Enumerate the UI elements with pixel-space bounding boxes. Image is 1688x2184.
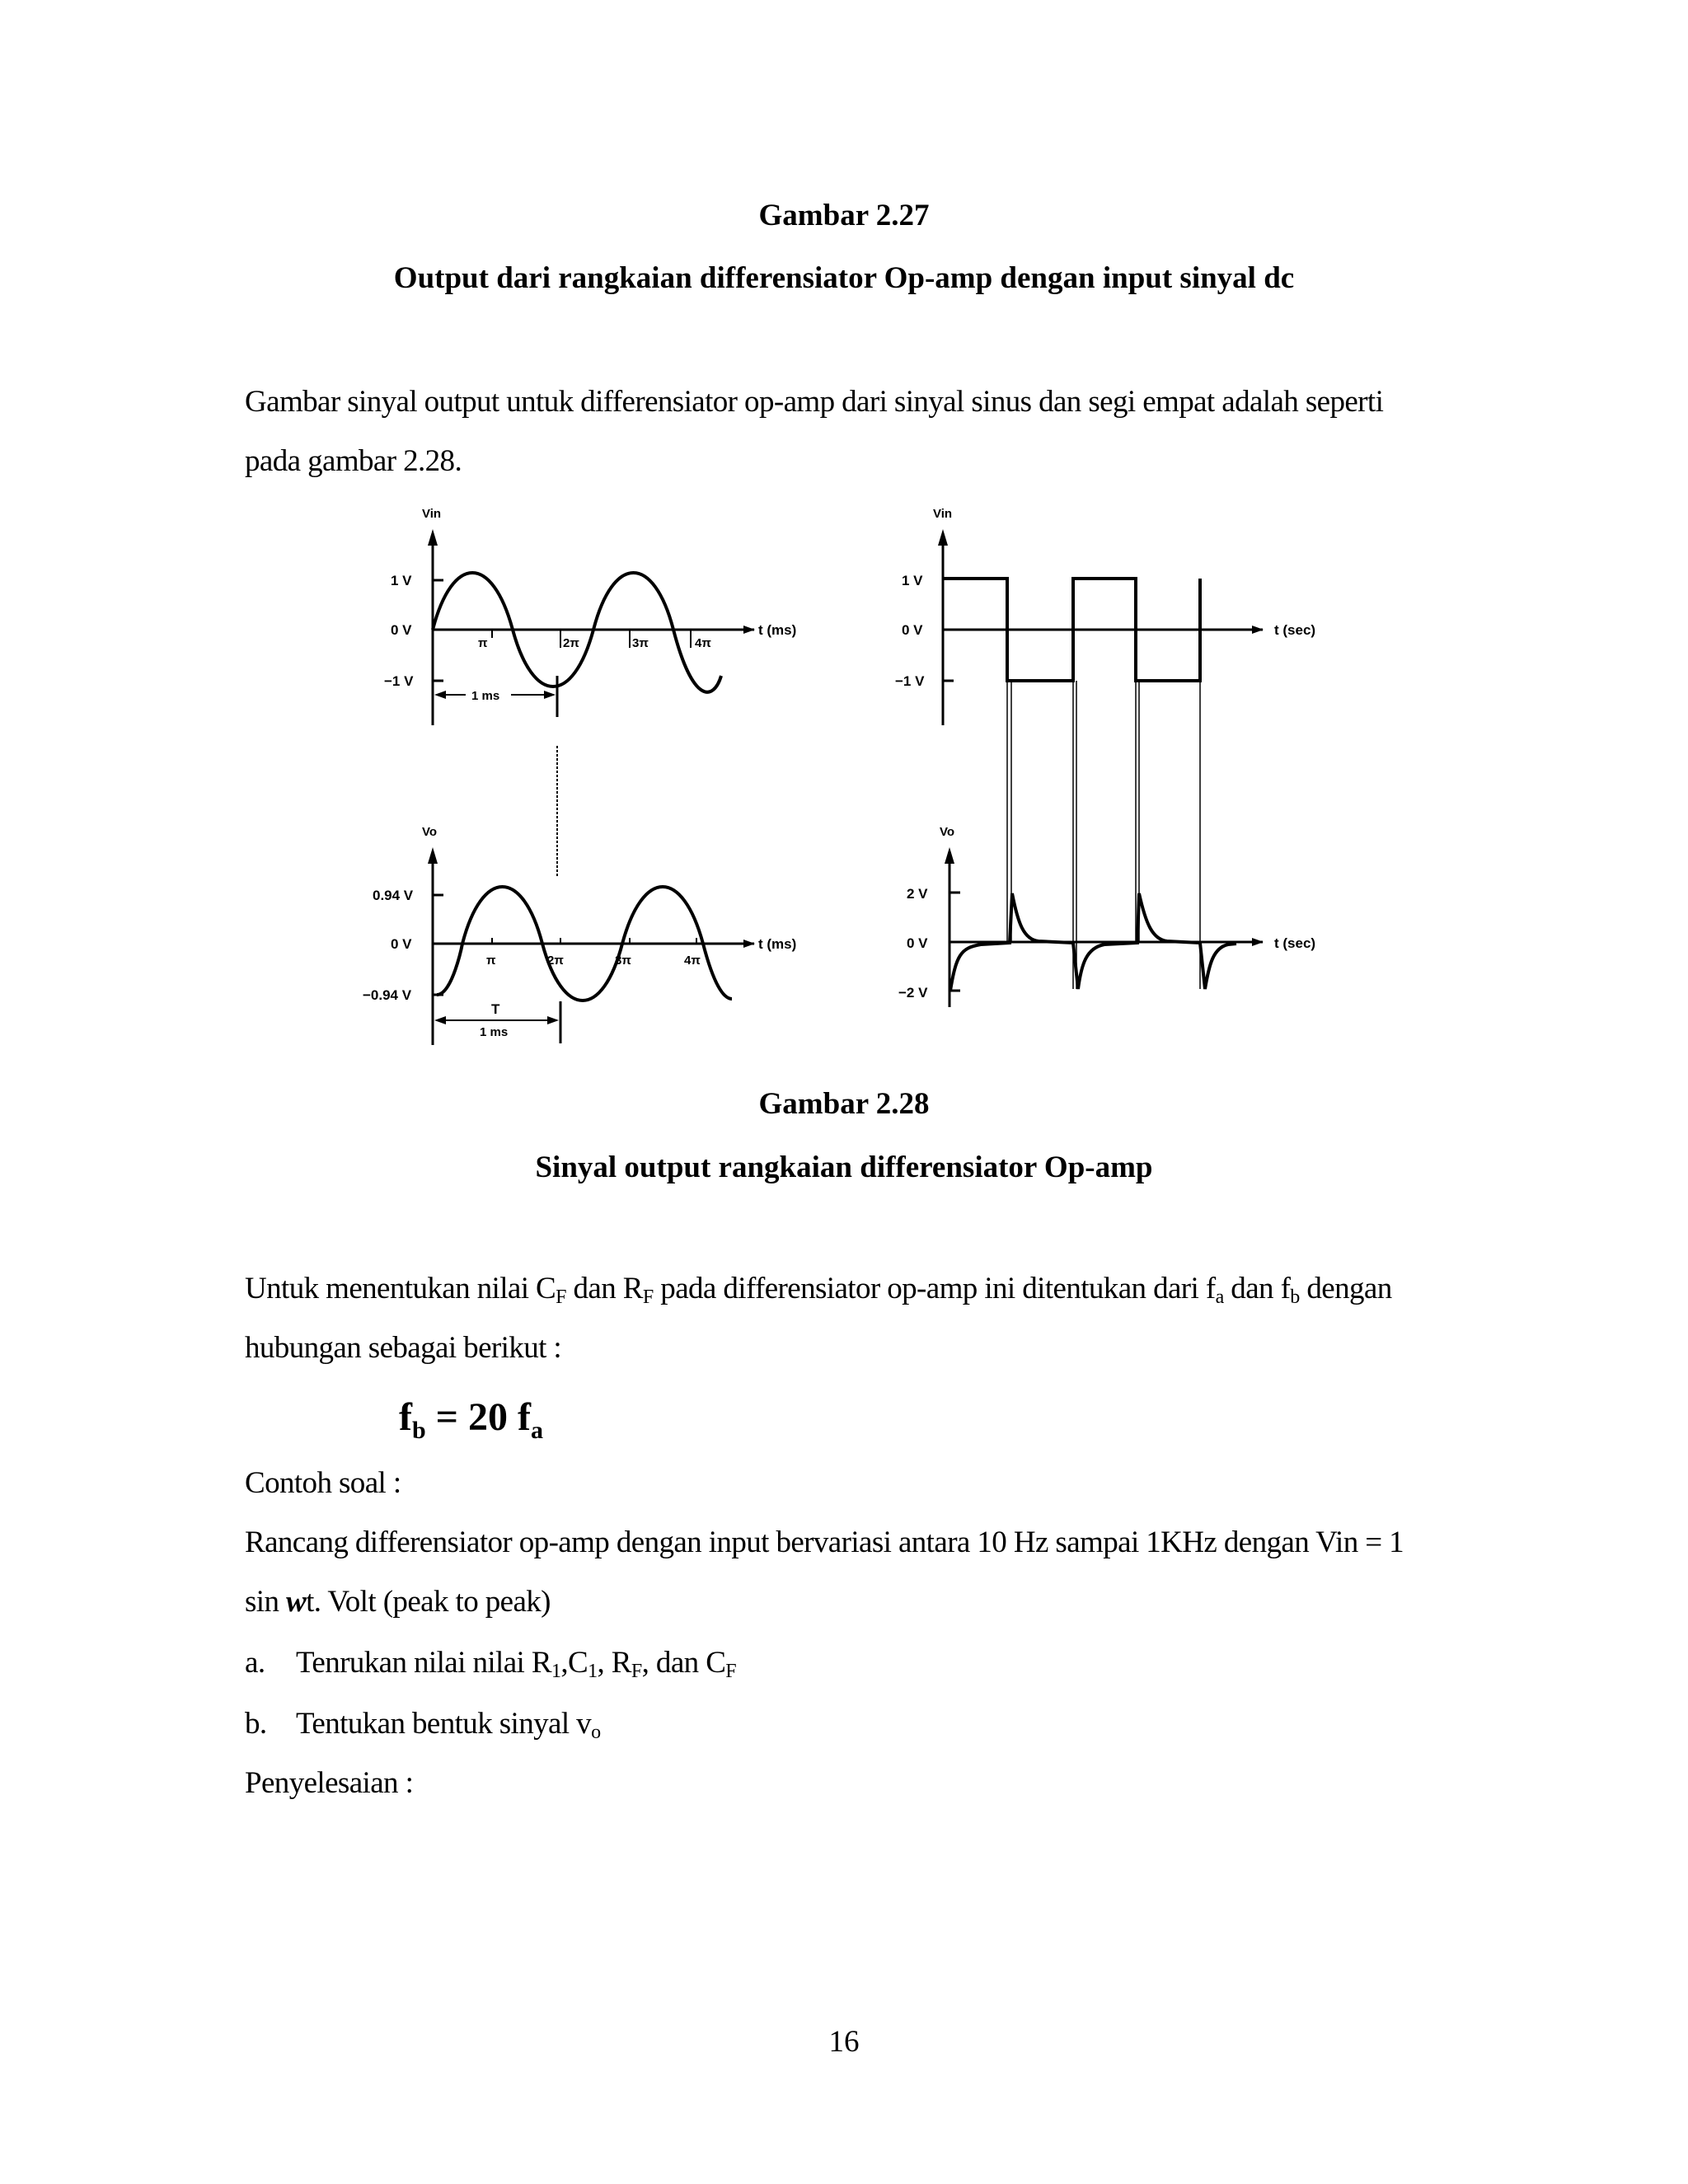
sine-input-mark-4pi: 4π bbox=[695, 636, 711, 650]
sine-input-x-label: t (ms) bbox=[758, 622, 797, 638]
square-input-tick-1v: 1 V bbox=[902, 573, 923, 588]
square-input-y-label: Vin bbox=[933, 507, 953, 521]
square-output-tick-neg2v: −2 V bbox=[898, 985, 928, 1001]
body-paragraph-line-1: Untuk menentukan nilai $C_F$ dan $R_F$ pada differensiator op-amp ini ditentukan dari $f_a$ dan $f_b$ dengan bbox=[245, 1272, 1392, 1308]
sine-output-x-label: t (ms) bbox=[758, 936, 797, 952]
sine-output-mark-2pi: 2π bbox=[547, 954, 564, 968]
question-item-b: b. Tentukan bentuk sinyal $v_o$ bbox=[245, 1707, 601, 1743]
sine-output-y-label: Vo bbox=[422, 825, 438, 839]
sine-input-tick-1v: 1 V bbox=[391, 573, 412, 588]
figure-2-28-title: Gambar 2.28 bbox=[758, 1087, 930, 1121]
intro-line-2: pada gambar 2.28. bbox=[245, 444, 462, 478]
question-item-a: a. Tenrukan nilai nilai $R_1,C_1$, $R_F$, dan $C_F$ bbox=[245, 1646, 737, 1682]
square-output-y-label: Vo bbox=[940, 825, 955, 839]
sine-output-tick-neg094v: −0.94 V bbox=[363, 987, 412, 1003]
sine-input-tick-neg1v: −1 V bbox=[384, 673, 414, 689]
square-output-tick-2v: 2 V bbox=[907, 886, 928, 902]
figure-2-28-diagram bbox=[0, 494, 1688, 1063]
sine-output-mark-4pi: 4π bbox=[684, 954, 701, 968]
example-line-1: Rancang differensiator op-amp dengan input bervariasi antara 10 Hz sampai 1KHz dengan Vin = 1 bbox=[245, 1526, 1404, 1559]
sine-input-period-label: 1 ms bbox=[471, 689, 500, 703]
body-paragraph-line-2: hubungan sebagai berikut : bbox=[245, 1331, 562, 1365]
sine-output-mark-3pi: 3π bbox=[615, 954, 631, 968]
figure-2-28-caption: Sinyal output rangkaian differensiator Op-amp bbox=[535, 1151, 1153, 1184]
square-input-plot bbox=[895, 507, 1315, 725]
sine-output-period-label: 1 ms bbox=[480, 1025, 509, 1039]
sine-output-tick-094v: 0.94 V bbox=[373, 888, 414, 903]
sine-output-mark-pi: π bbox=[486, 954, 496, 968]
page-number: 16 bbox=[828, 2025, 860, 2059]
square-output-tick-0v: 0 V bbox=[907, 935, 928, 951]
square-guide-lines bbox=[1007, 579, 1200, 989]
sine-input-mark-3pi: 3π bbox=[632, 636, 649, 650]
square-input-x-label: t (sec) bbox=[1274, 622, 1316, 638]
square-output-y-arrow bbox=[945, 847, 954, 864]
square-input-tick-0v: 0 V bbox=[902, 622, 923, 638]
sine-output-tick-0v: 0 V bbox=[391, 936, 412, 952]
example-line-2: sin wt. Volt (peak to peak) bbox=[245, 1585, 551, 1619]
sine-output-period-symbol: T bbox=[491, 1001, 500, 1017]
sine-input-curve bbox=[433, 573, 721, 692]
sine-input-mark-pi: π bbox=[478, 636, 488, 650]
square-output-x-label: t (sec) bbox=[1274, 935, 1316, 951]
formula-fb-20fa: $f_b = 20$ $f_a$ bbox=[399, 1395, 544, 1444]
figure-2-27-title: Gambar 2.27 bbox=[758, 199, 930, 232]
example-heading: Contoh soal : bbox=[245, 1466, 401, 1500]
sine-output-plot bbox=[363, 825, 796, 1045]
square-output-plot bbox=[898, 825, 1315, 1007]
square-input-tick-neg1v: −1 V bbox=[895, 673, 925, 689]
sine-input-tick-0v: 0 V bbox=[391, 622, 412, 638]
solution-heading: Penyelesaian : bbox=[245, 1766, 414, 1800]
sine-output-y-arrow bbox=[428, 847, 438, 864]
square-input-y-arrow bbox=[938, 529, 948, 546]
sine-input-mark-2pi: 2π bbox=[563, 636, 579, 650]
sine-input-y-arrow bbox=[428, 529, 438, 546]
sine-input-plot bbox=[384, 507, 796, 725]
intro-line-1: Gambar sinyal output untuk differensiator op-amp dari sinyal sinus dan segi empat adalah seperti bbox=[245, 385, 1384, 419]
sine-input-y-label: Vin bbox=[422, 507, 442, 521]
figure-2-27-caption: Output dari rangkaian differensiator Op-amp dengan input sinyal dc bbox=[393, 261, 1295, 295]
